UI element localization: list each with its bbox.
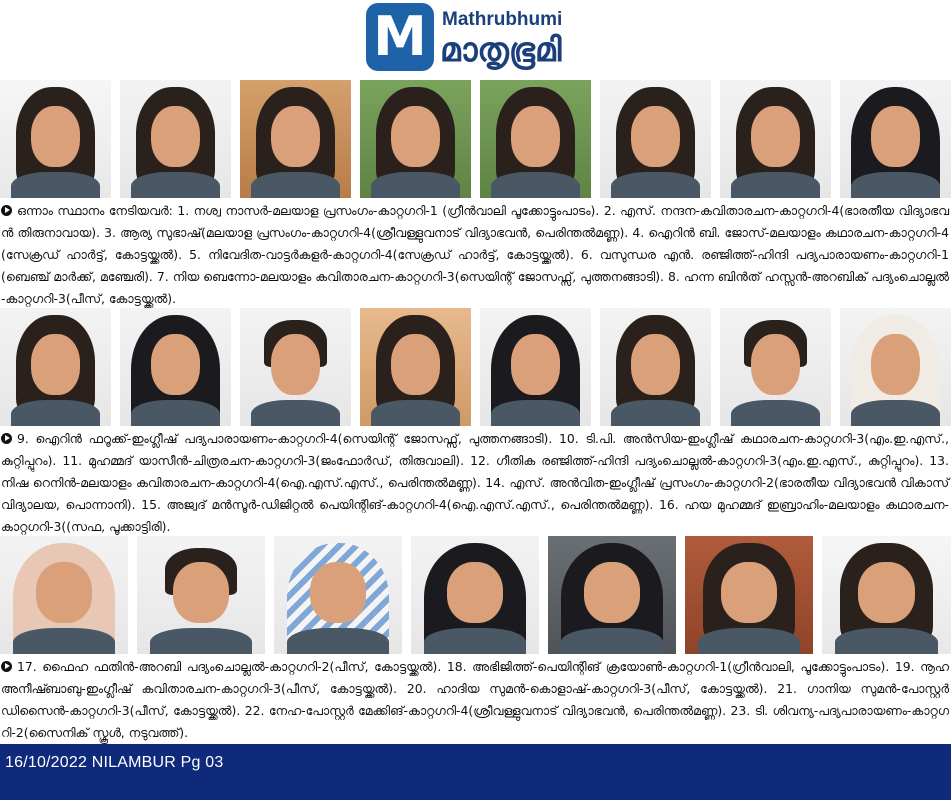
- winner-photo-17: [0, 536, 128, 654]
- winner-photo-5: [480, 80, 591, 198]
- play-bullet-icon: [1, 661, 12, 672]
- brand-name-english: Mathrubhumi: [442, 9, 563, 30]
- winner-photo-20: [411, 536, 539, 654]
- winner-photo-13: [480, 308, 591, 426]
- winner-photo-3: [240, 80, 351, 198]
- edition-date-label: 16/10/2022 NILAMBUR Pg 03: [5, 754, 224, 771]
- winner-photo-9: [0, 308, 111, 426]
- caption-block-1: [1, 200, 949, 310]
- winner-photo-23: [822, 536, 951, 654]
- winner-photo-14: [600, 308, 711, 426]
- mathrubhumi-logo-icon: [366, 3, 434, 71]
- winner-photo-10: [120, 308, 231, 426]
- winner-photo-6: [600, 80, 711, 198]
- photo-row-1: [0, 80, 951, 198]
- winner-photo-15: [720, 308, 831, 426]
- logo-letter: M: [373, 5, 427, 68]
- caption-text-2: 9. ഐറിൻ ഫറൂക്ക്-ഇംഗ്ലീഷ് പദ്യപാരായണം-കാറ്റഗറി-4(സെയിന്റ് ജോസഫ്സ്, പുത്തനങ്ങാടി). 10. ടി.പി. അൻസിയ-ഇംഗ്ലീഷ് കഥാരചന-കാറ്റഗറി-3(എം.ഇ.എസ്., കുറ്റിപ്പുറം). 11. മുഹമ്മദ് യാസീൻ-ചിത്രരചന-കാറ്റഗറി-3(ജംഫോർഡ്, തിരുവാലി). 12. ഗീതിക രഞ്ജിത്ത്-ഹിന്ദി പദ്യംചൊല്ലൽ-കാറ്റഗറി-3(എം.ഇ.എസ്., കുറ്റിപ്പുറം). 13. നിഷ റെനിൻ-മലയാളം കവിതാരചന-കാറ്റഗറി-4(ഐ.എസ്.എസ്., പെരിന്തൽമണ്ണ). 14. എസ്. അൻവിത-ഇംഗ്ലീഷ് പ്രസംഗം-കാറ്റഗറി-2(ഭാരതീയ വിദ്യാഭവൻ വികാസ് വിദ്യാലയ, പൊന്നാനി). 15. അജ്വദ് മൻസൂർ-ഡിജിറ്റൽ പെയിന്റിങ്-കാറ്റഗറി-4(ഐ.എസ്.എസ്., പെരിന്തൽമണ്ണ). 16. ഹയ മുഹമ്മദ് ഇബ്രാഹിം-മലയാളം കഥാരചന-കാറ്റഗറി-3((സഫ, പൂക്കാട്ടിരി).: [1, 431, 949, 534]
- photo-row-2: [0, 308, 951, 426]
- winner-photo-8: [840, 80, 951, 198]
- winner-photo-2: [120, 80, 231, 198]
- caption-text-3: 17. ഫൈഹ ഫതിൻ-അറബി പദ്യംചൊല്ലൽ-കാറ്റഗറി-2(പീസ്, കോട്ടയ്ക്കൽ). 18. അഭിജിത്ത്-പെയിന്റിങ് ക്രയോൺ-കാറ്റഗറി-1(ഗ്രീൻവാലി, പൂക്കോട്ടുംപാടം). 19. നൂഹ അനീഷ്ബാബു-ഇംഗ്ലീഷ് കവിതാരചന-കാറ്റഗറി-3(പീസ്, കോട്ടയ്ക്കൽ). 20. ഹാദിയ സുമൻ-കൊളാഷ്-കാറ്റഗറി-3(പീസ്, കോട്ടയ്ക്കൽ). 21. ഗാനിയ സുമൻ-പോസ്റ്റർ ഡിസൈൻ-കാറ്റഗറി-3(പീസ്, കോട്ടയ്ക്കൽ). 22. നേഹ-പോസ്റ്റർ മേക്കിങ്-കാറ്റഗറി-4(ശ്രീവള്ളുവനാട് വിദ്യാഭവൻ, പെരിന്തൽമണ്ണ). 23. ടി. ശിവന്യ-പദ്യപാരായണം-കാറ്റഗറി-2(സൈനിക് സ്കൂൾ, നടുവത്ത്).: [1, 659, 949, 740]
- winner-photo-11: [240, 308, 351, 426]
- winner-photo-4: [360, 80, 471, 198]
- winner-photo-18: [137, 536, 265, 654]
- winner-photo-7: [720, 80, 831, 198]
- footer-bar: [0, 744, 951, 800]
- photo-row-3: [0, 536, 951, 654]
- winner-photo-12: [360, 308, 471, 426]
- caption-block-2: [1, 428, 949, 538]
- winner-photo-19: [274, 536, 402, 654]
- play-bullet-icon: [1, 205, 12, 216]
- winner-photo-1: [0, 80, 111, 198]
- play-bullet-icon: [1, 433, 12, 444]
- masthead: [366, 3, 626, 75]
- caption-text-1: ഒന്നാം സ്ഥാനം നേടിയവർ: 1. നശ്വ നാസർ-മലയാള പ്രസംഗം-കാറ്റഗറി-1 (ഗ്രീൻവാലി പൂക്കോട്ടുംപാടം). 2. എസ്. നന്ദന-കവിതാരചന-കാറ്റഗറി-4(ഭാരതീയ വിദ്യാഭവൻ തിരുനാവായ). 3. ആര്യ സുഭാഷ്(മലയാള പ്രസംഗം-കാറ്റഗറി-4(ശ്രീവള്ളുവനാട് വിദ്യാഭവൻ, പെരിന്തൽമണ്ണ). 4. ഐറിൻ ബി. ജോസ്-മലയാളം കഥാരചന-കാറ്റഗറി-4(സേക്രഡ് ഹാർട്ട്, കോട്ടയ്ക്കൽ). 5. നിവേദിത-വാട്ടർകളർ-കാറ്റഗറി-4(സേക്രഡ് ഹാർട്ട്, കോട്ടയ്ക്കൽ). 6. വസുന്ധര എൻ. രഞ്ജിത്ത്-ഹിന്ദി പദ്യപാരായണം-കാറ്റഗറി-1(ബെഞ്ച് മാർക്ക്, മഞ്ചേരി). 7. നിയ ബെന്നോ-മലയാളം കവിതാരചന-കാറ്റഗറി-3(സെയിന്റ് ജോസഫ്സ്, പുത്തനങ്ങാടി). 8. ഹന്ന ബിൻത് ഹസ്സൻ-അറബിക് പദ്യംചൊല്ലൽ-കാറ്റഗറി-3(പീസ്, കോട്ടയ്ക്കൽ).: [1, 203, 949, 306]
- winner-photo-16: [840, 308, 951, 426]
- winner-photo-21: [548, 536, 676, 654]
- caption-block-3: [1, 656, 949, 744]
- winner-photo-22: [685, 536, 813, 654]
- brand-name-malayalam: മാതൃഭൂമി: [440, 30, 562, 69]
